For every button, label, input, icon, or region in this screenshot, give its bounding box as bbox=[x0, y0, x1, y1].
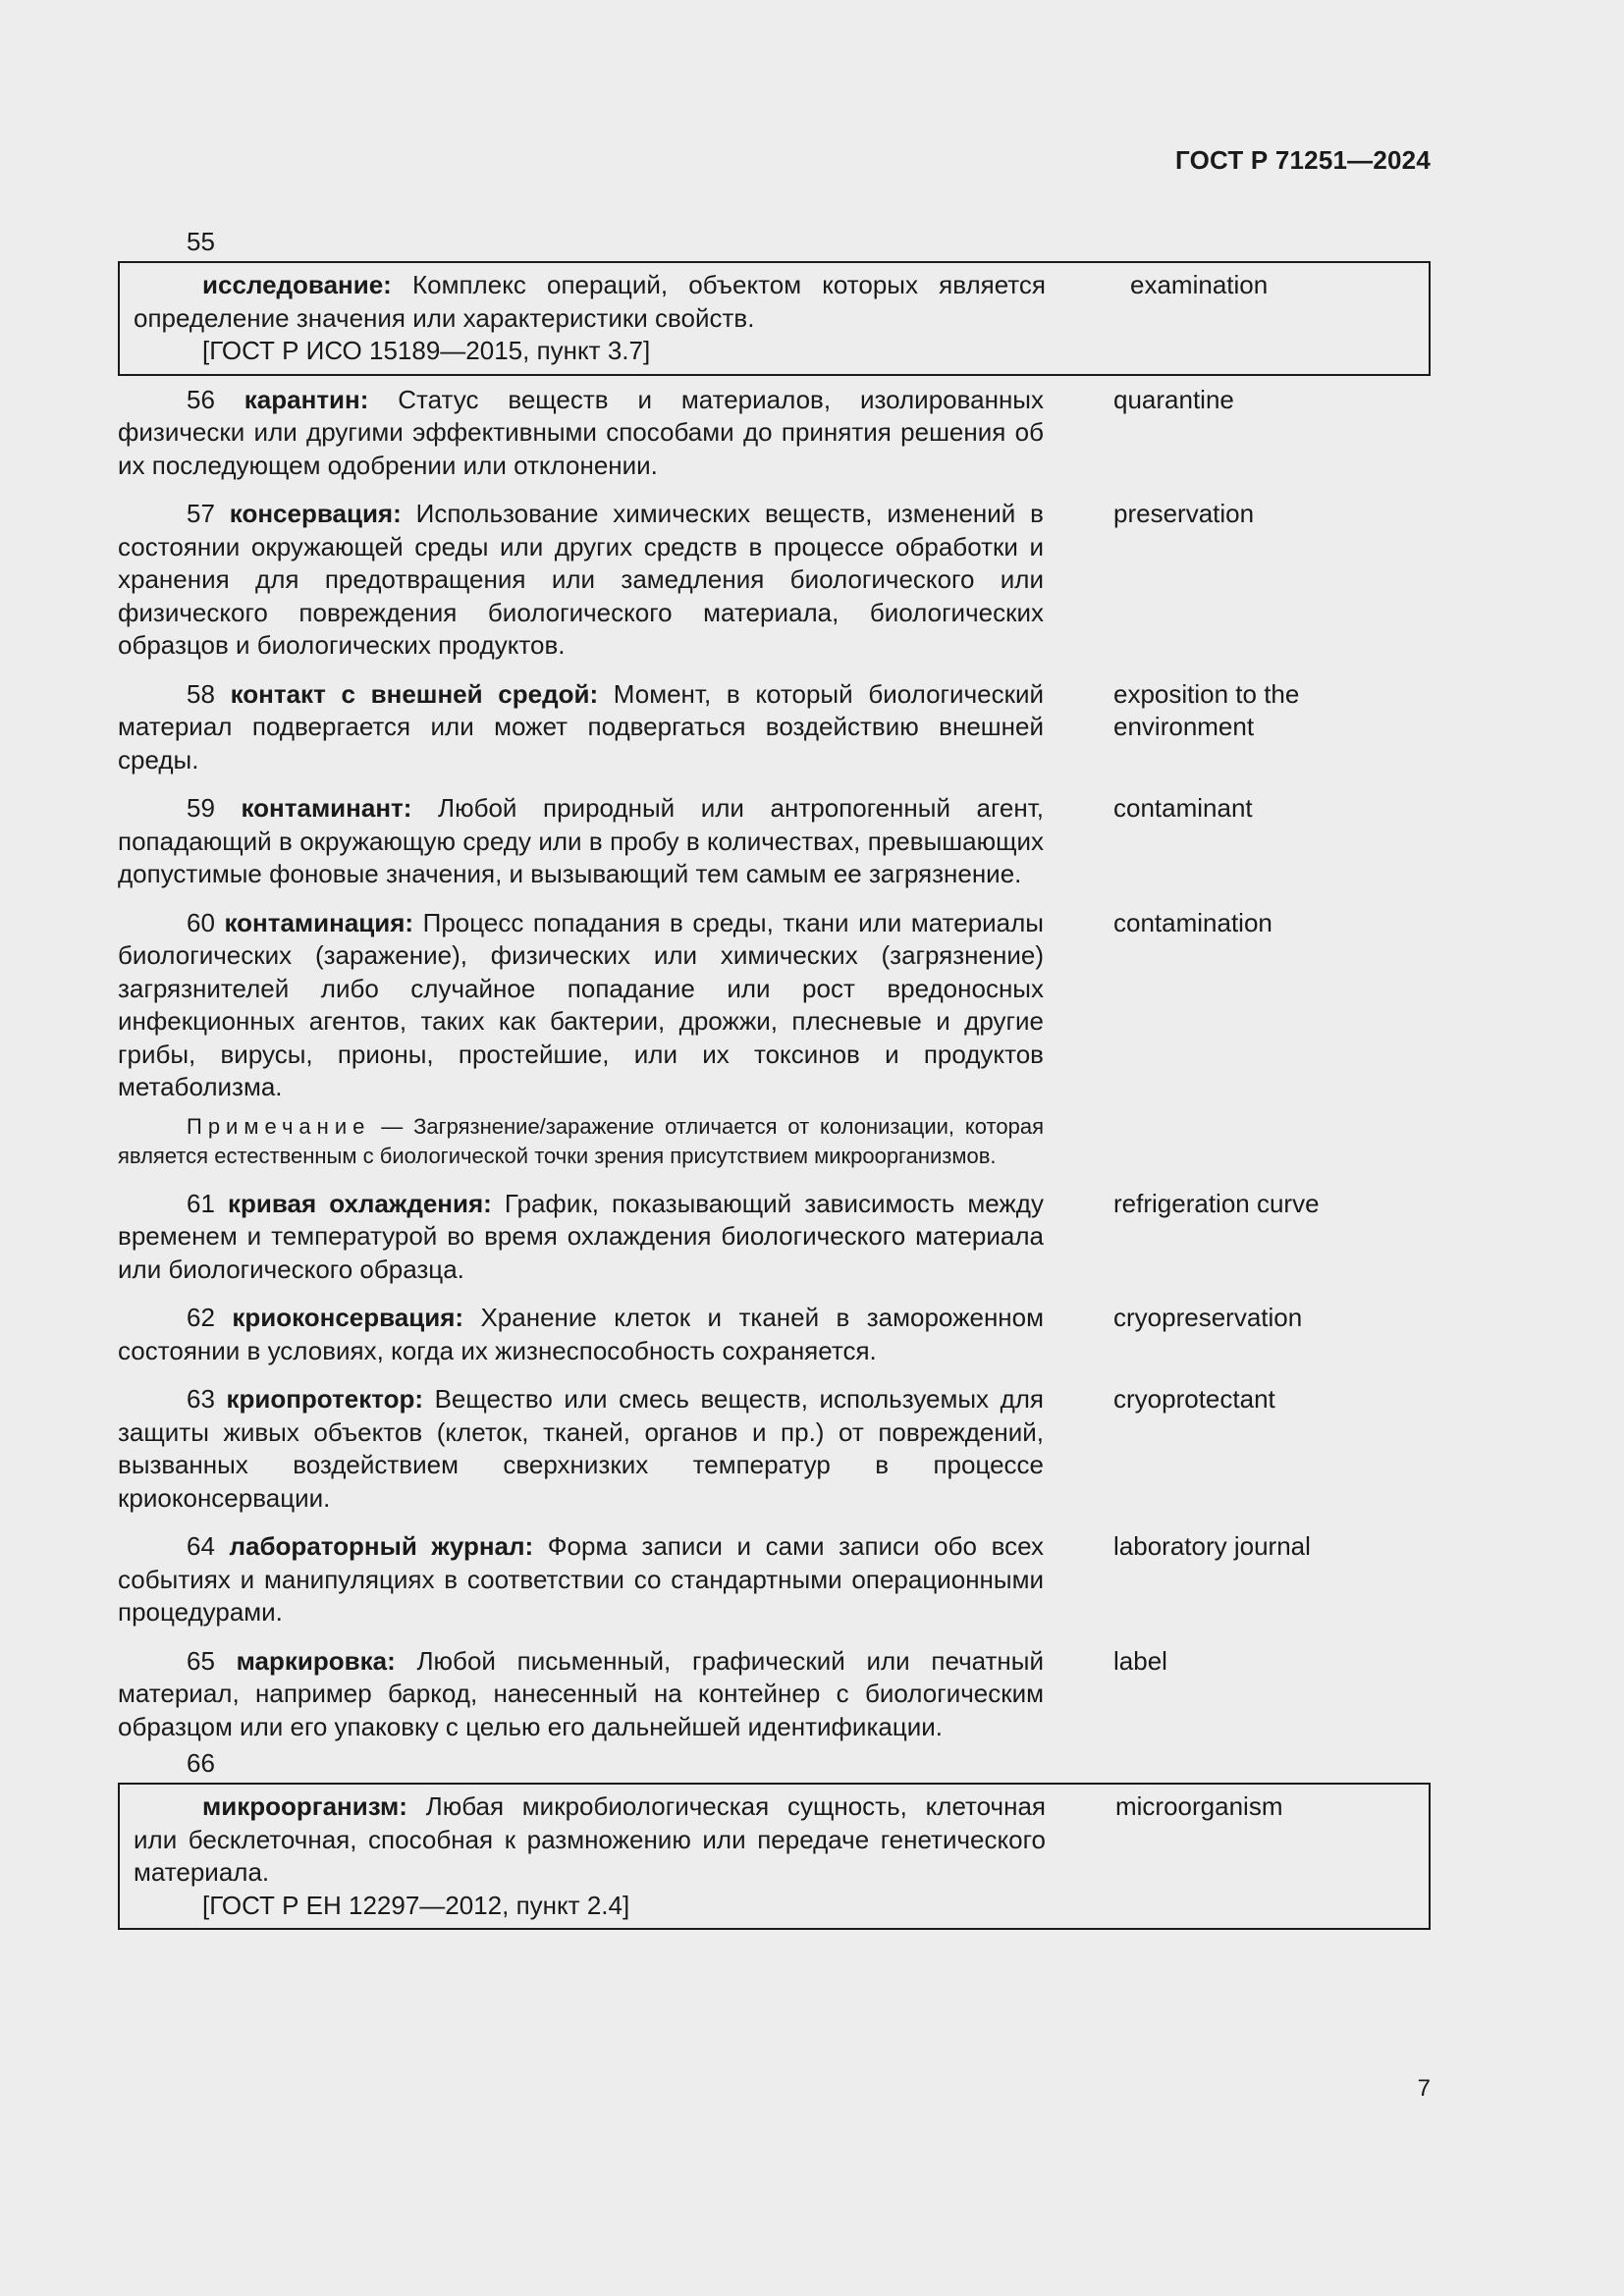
note-text: — Загрязнение/заражение отличается от колонизации, которая является естественным с биологической точки зрения присутствием микроорганизмов. bbox=[118, 1113, 1044, 1168]
boxed-term-entry bbox=[118, 1783, 1431, 1930]
term-number: 58 bbox=[187, 678, 215, 709]
term-name: исследование: bbox=[202, 270, 392, 299]
term-number: 60 bbox=[187, 907, 215, 937]
term-name: карантин: bbox=[244, 384, 369, 414]
english-equivalent: label bbox=[1113, 1645, 1167, 1676]
term-definition: Процесс попадания в среды, ткани или материалы биологических (заражение), физических или химических (загрязнение) загрязнителей либо случайное попадание или рост вредоносных инфекционных агентов, таких как бактерии, дрожжи, плесневые и другие грибы, вирусы, прионы, простейшие, или их токсинов и продуктов метаболизма. bbox=[118, 907, 1044, 1101]
term-name: криоконсервация: bbox=[232, 1303, 464, 1332]
term-entry bbox=[118, 907, 1431, 1104]
entry-number: 66 bbox=[187, 1748, 215, 1778]
term-entry bbox=[118, 498, 1431, 663]
term-entry bbox=[118, 1188, 1431, 1287]
term-definition: Использование химических веществ, изменений в состоянии окружающей среды или других средств в процессе обработки и хранения для предотвращения или замедления биологического или физического повреждения биологического материала, биологических образцов и биологических продуктов. bbox=[118, 499, 1044, 660]
term-number: 63 bbox=[187, 1384, 215, 1414]
english-equivalent: examination bbox=[1130, 270, 1269, 299]
term-name: микроорганизм: bbox=[202, 1791, 407, 1821]
term-entry bbox=[118, 1530, 1431, 1629]
term-definition-block bbox=[118, 498, 1044, 663]
term-definition: Любой природный или антропогенный агент, попадающий в окружающую среду или в пробу в количествах, превышающих допустимые фоновые значения, и вызывающий тем самым ее загрязнение. bbox=[118, 793, 1044, 888]
term-definition: Вещество или смесь веществ, используемых для защиты живых объектов (клеток, тканей, органов и пр.) от повреждений, вызванных воздействием сверхнизких температур в процессе криоконсервации. bbox=[118, 1384, 1044, 1513]
term-number: 64 bbox=[187, 1531, 215, 1561]
term-number: 57 bbox=[187, 499, 215, 528]
term-definition-block bbox=[118, 1383, 1044, 1515]
term-name: контаминант: bbox=[241, 793, 412, 823]
term-number: 59 bbox=[187, 793, 215, 823]
term-entry bbox=[134, 269, 1429, 335]
english-equivalent: preservation bbox=[1113, 499, 1255, 528]
term-definition-block bbox=[118, 1188, 1044, 1287]
boxed-term-entry bbox=[118, 261, 1431, 376]
term-name: контакт с внешней средой: bbox=[230, 678, 599, 709]
term-name: маркировка: bbox=[236, 1645, 396, 1676]
term-definition: График, показывающий зависимость между временем и температурой во время охлаждения биологического материала или биологического образца. bbox=[118, 1188, 1044, 1284]
term-definition: Форма записи и сами записи обо всех событиях и манипуляциях в соответствии со стандартными операционными процедурами. bbox=[118, 1531, 1044, 1627]
standard-code-header: ГОСТ Р 71251—2024 bbox=[1175, 145, 1431, 175]
term-definition-block bbox=[134, 269, 1046, 335]
term-entry bbox=[118, 384, 1431, 483]
term-definition: Любая микробиологическая сущность, клеточная или бесклеточная, способная к размножению или передаче генетического материала. bbox=[134, 1791, 1046, 1887]
term-entry bbox=[118, 678, 1431, 777]
term-entry bbox=[118, 1645, 1431, 1744]
term-entry bbox=[118, 792, 1431, 891]
english-equivalent: laboratory journal bbox=[1113, 1531, 1311, 1561]
term-definition: Комплекс операций, объектом которых является определение значения или характеристики свойств. bbox=[134, 270, 1046, 333]
page-number: 7 bbox=[1417, 2075, 1431, 2102]
term-number: 65 bbox=[187, 1645, 215, 1676]
terms-list bbox=[118, 226, 1431, 1938]
english-equivalent: cryopreservation bbox=[1113, 1303, 1303, 1332]
term-number: 56 bbox=[187, 384, 215, 414]
term-definition: Любой письменный, графический или печатный материал, например баркод, нанесенный на контейнер с биологическим образцом или его упаковку с целью его дальнейшей идентификации. bbox=[118, 1645, 1044, 1741]
term-definition-block bbox=[118, 1645, 1044, 1744]
term-number: 61 bbox=[187, 1188, 215, 1218]
english-equivalent: contamination bbox=[1113, 907, 1272, 937]
term-definition: Хранение клеток и тканей в замороженном состоянии в условиях, когда их жизнеспособность сохраняется. bbox=[118, 1303, 1044, 1365]
english-equivalent: quarantine bbox=[1113, 384, 1234, 414]
term-name: криопротектор: bbox=[226, 1384, 424, 1414]
term-entry bbox=[134, 1790, 1429, 1890]
english-equivalent: microorganism bbox=[1115, 1791, 1283, 1821]
term-entry bbox=[118, 1383, 1431, 1515]
term-definition-block bbox=[118, 678, 1044, 777]
entry-number: 55 bbox=[187, 227, 215, 256]
source-reference: [ГОСТ Р ЕН 12297—2012, пункт 2.4] bbox=[202, 1890, 630, 1920]
source-reference: [ГОСТ Р ИСО 15189—2015, пункт 3.7] bbox=[202, 336, 651, 365]
term-definition-block bbox=[118, 1302, 1044, 1367]
term-definition-block bbox=[118, 907, 1044, 1104]
term-name: контаминация: bbox=[224, 907, 414, 937]
term-name: кривая охлаждения: bbox=[228, 1188, 492, 1218]
term-name: лабораторный журнал: bbox=[229, 1531, 534, 1561]
term-number: 62 bbox=[187, 1303, 215, 1332]
term-note bbox=[118, 1112, 1044, 1172]
term-definition-block bbox=[118, 792, 1044, 891]
term-definition: Статус веществ и материалов, изолированных физически или другими эффективными способами до принятия решения об их последующем одобрении или отклонении. bbox=[118, 384, 1044, 480]
term-definition: Момент, в который биологический материал подвергается или может подвергаться воздействию внешней среды. bbox=[118, 678, 1044, 774]
term-definition-block bbox=[134, 1790, 1046, 1890]
term-definition-block bbox=[118, 1530, 1044, 1629]
note-label: Примечание bbox=[187, 1113, 371, 1139]
english-equivalent: cryoprotectant bbox=[1113, 1384, 1275, 1414]
english-equivalent: contaminant bbox=[1113, 793, 1253, 823]
term-entry bbox=[118, 1302, 1431, 1367]
term-definition-block bbox=[118, 384, 1044, 483]
english-equivalent: refrigeration curve bbox=[1113, 1188, 1320, 1218]
term-name: консервация: bbox=[229, 499, 402, 528]
english-equivalent: exposition to the environment bbox=[1113, 678, 1300, 741]
